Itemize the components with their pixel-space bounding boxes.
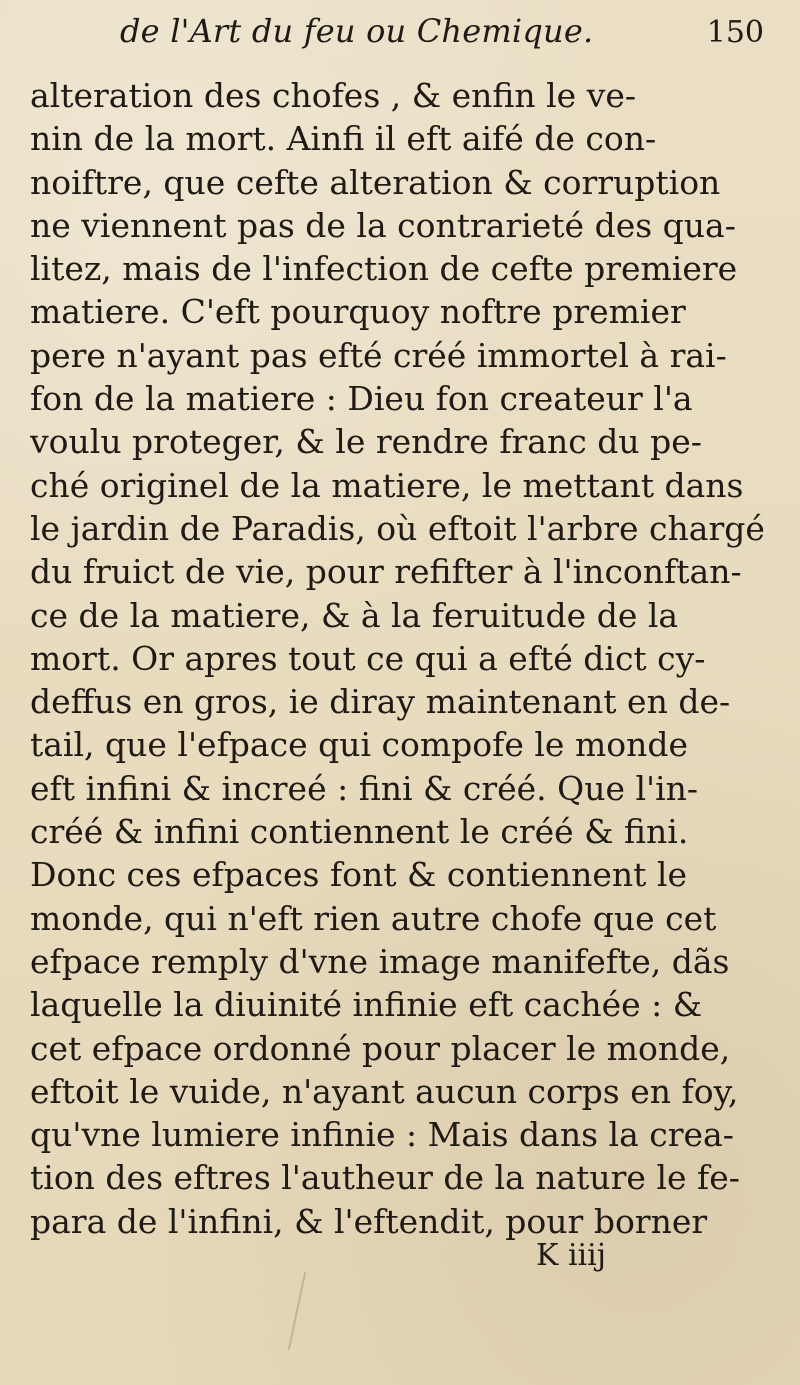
text-line: fon de la matiere : Dieu fon createur l'a: [30, 379, 693, 419]
text-line: eftoit le vuide, n'ayant aucun corps en foy,: [30, 1071, 739, 1111]
text-line: voulu proteger, & le rendre franc du pe-: [30, 422, 702, 462]
text-line: du fruict de vie, pour refifter à l'inconftan-: [30, 552, 742, 592]
page-header: [120, 12, 764, 60]
text-line: ce de la matiere, & à la feruitude de la: [30, 595, 679, 635]
text-line: créé & infini contiennent le créé & fini.: [30, 812, 689, 852]
body-text: [30, 74, 770, 1243]
text-line: laquelle la diuinité infinie eft cachée : &: [30, 985, 703, 1025]
text-line: monde, qui n'eft rien autre chofe que cet: [30, 898, 717, 938]
text-line: para de l'infini, & l'eftendit, pour borner: [30, 1201, 708, 1241]
text-line: Donc ces efpaces font & contiennent le: [30, 855, 687, 895]
text-line: ché originel de la matiere, le mettant dans: [30, 465, 744, 505]
text-line: eft infini & increé : fini & créé. Que l'in-: [30, 768, 699, 808]
text-line: le jardin de Paradis, où eftoit l'arbre chargé: [30, 508, 765, 548]
text-line: pere n'ayant pas efté créé immortel à rai-: [30, 335, 727, 375]
text-line: ne viennent pas de la contrarieté des qua-: [30, 205, 736, 245]
text-line: matiere. C'eft pourquoy noftre premier: [30, 292, 686, 332]
signature-mark: K iiij: [536, 1238, 607, 1273]
text-line: qu'vne lumiere infinie : Mais dans la crea-: [30, 1115, 734, 1155]
text-line: alteration des chofes , & enfin le ve-: [30, 76, 637, 115]
text-line: litez, mais de l'infection de cefte premiere: [30, 249, 738, 289]
text-line: noiftre, que cefte alteration & corruption: [30, 162, 721, 202]
running-head: de l'Art du feu ou Chemique.: [120, 12, 594, 50]
text-line: mort. Or apres tout ce qui a efté dict cy-: [30, 638, 706, 678]
page-stain: [288, 1272, 351, 1350]
text-line: deffus en gros, ie diray maintenant en de-: [30, 682, 731, 722]
page-number: 150: [706, 15, 764, 50]
text-line: efpace remply d'vne image manifefte, dãs: [30, 941, 730, 981]
text-line: tion des eftres l'autheur de la nature le fe-: [30, 1158, 740, 1198]
text-line: nin de la mort. Ainfi il eft aifé de con-: [30, 119, 657, 159]
text-line: tail, que l'efpace qui compofe le monde: [30, 725, 689, 765]
text-line: cet efpace ordonné pour placer le monde,: [30, 1028, 731, 1068]
